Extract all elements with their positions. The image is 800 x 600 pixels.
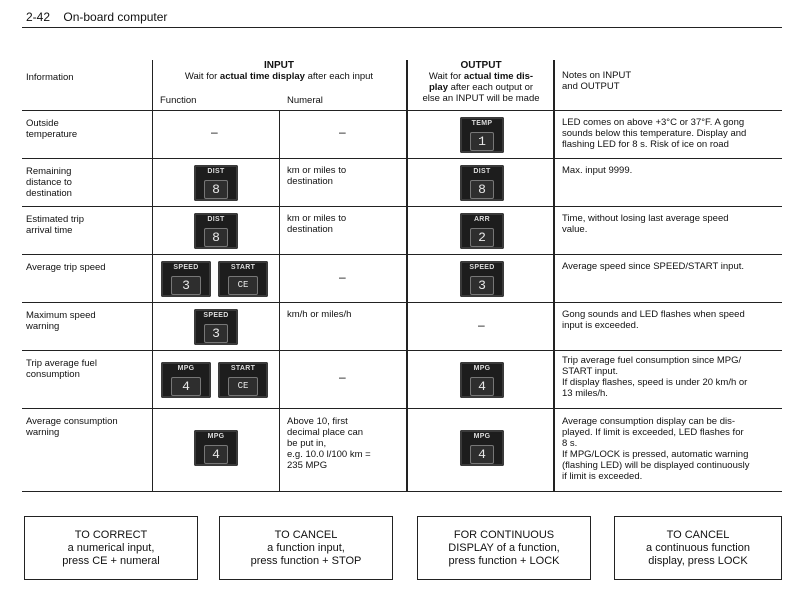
cancel-continuous-box: TO CANCEL a continuous function display, press LOCK [614, 516, 782, 580]
output-subtitle: Wait for actual time dis- play after each output or else an INPUT will be made [422, 71, 540, 104]
row-info: Maximum speed warning [26, 310, 96, 332]
dist-key-icon: DIST 8 [194, 213, 238, 249]
row-numeral: km or miles to destination [287, 213, 347, 235]
row-rule [22, 206, 782, 207]
col-header-function: Function [160, 95, 197, 106]
row-rule [22, 110, 782, 111]
speed-key-icon: SPEED 3 [194, 309, 238, 345]
row-numeral: km/h or miles/h [287, 309, 352, 320]
arr-key-icon: ARR 2 [460, 213, 504, 249]
mpg-key-icon: MPG 4 [460, 430, 504, 466]
row-numeral: Above 10, first decimal place can be put in, e.g. 10.0 l/100 km = 235 MPG [287, 416, 371, 471]
row-rule [22, 408, 782, 409]
row-info: Average consumption warning [26, 416, 118, 438]
divider-output-notes [553, 60, 555, 492]
row-notes: LED comes on above +3°C or 37°F. A gong sounds below this temperature. Display and flashing LED for 8 s. Risk of ice on road [562, 117, 747, 150]
col-header-notes: Notes on INPUT and OUTPUT [562, 70, 632, 92]
row-info: Estimated trip arrival time [26, 214, 85, 236]
row-rule [22, 350, 782, 351]
mpg-key-icon: MPG 4 [194, 430, 238, 466]
input-subtitle: Wait for actual time display after each input [184, 71, 374, 82]
speed-key-icon: SPEED 3 [161, 261, 211, 297]
row-numeral: km or miles to destination [287, 165, 347, 187]
divider-input-output [406, 60, 408, 492]
correct-numeral-box: TO CORRECT a numerical input, press CE + numeral [24, 516, 198, 580]
speed-key-icon: SPEED 3 [460, 261, 504, 297]
row-info: Remaining distance to destination [26, 166, 72, 199]
continuous-display-box: FOR CONTINUOUS DISPLAY of a function, press function + LOCK [417, 516, 591, 580]
row-rule [22, 302, 782, 303]
row-rule [22, 158, 782, 159]
output-dash: – [478, 318, 485, 332]
row-notes: Average speed since SPEED/START input. [562, 261, 745, 272]
function-dash: – [211, 125, 218, 139]
input-title: INPUT [264, 60, 294, 71]
temp-key-icon: TEMP 1 [460, 117, 504, 153]
page-header [26, 10, 167, 24]
output-title: OUTPUT [460, 60, 502, 71]
row-info: Trip average fuel consumption [26, 358, 97, 380]
dist-key-icon: DIST 8 [460, 165, 504, 201]
row-notes: Max. input 9999. [562, 165, 633, 176]
numeral-dash: – [339, 270, 346, 284]
page-title: On-board computer [63, 10, 168, 24]
numeral-dash: – [339, 370, 346, 384]
start-key-icon: START CE [218, 362, 268, 398]
row-info: Outside temperature [26, 118, 78, 140]
dist-key-icon: DIST 8 [194, 165, 238, 201]
header-rule [22, 27, 782, 28]
page-number: 2-42 [26, 10, 51, 24]
col-header-numeral: Numeral [287, 95, 323, 106]
mpg-key-icon: MPG 4 [460, 362, 504, 398]
row-notes: Time, without losing last average speed value. [562, 213, 729, 235]
row-notes: Gong sounds and LED flashes when speed input is exceeded. [562, 309, 745, 331]
col-header-information: Information [26, 72, 74, 83]
col-header-output [410, 60, 552, 104]
row-rule [22, 254, 782, 255]
col-header-input [152, 60, 406, 82]
start-key-icon: START CE [218, 261, 268, 297]
divider-function-numeral [279, 110, 280, 492]
divider-info-input [152, 60, 153, 492]
row-notes: Average consumption display can be dis- played. If limit is exceeded, LED flashes for 8 s. If MPG/LOCK is pressed, automatic warning (flashing LED) will be displayed continuously if limit is exceeded. [562, 416, 750, 482]
row-info: Average trip speed [26, 262, 106, 273]
numeral-dash: – [339, 125, 346, 139]
mpg-key-icon: MPG 4 [161, 362, 211, 398]
row-notes: Trip average fuel consumption since MPG/ START input. If display flashes, speed is under 20 km/h or 13 miles/h. [562, 355, 748, 399]
cancel-function-box: TO CANCEL a function input, press function + STOP [219, 516, 393, 580]
table-bottom-rule [22, 491, 782, 492]
